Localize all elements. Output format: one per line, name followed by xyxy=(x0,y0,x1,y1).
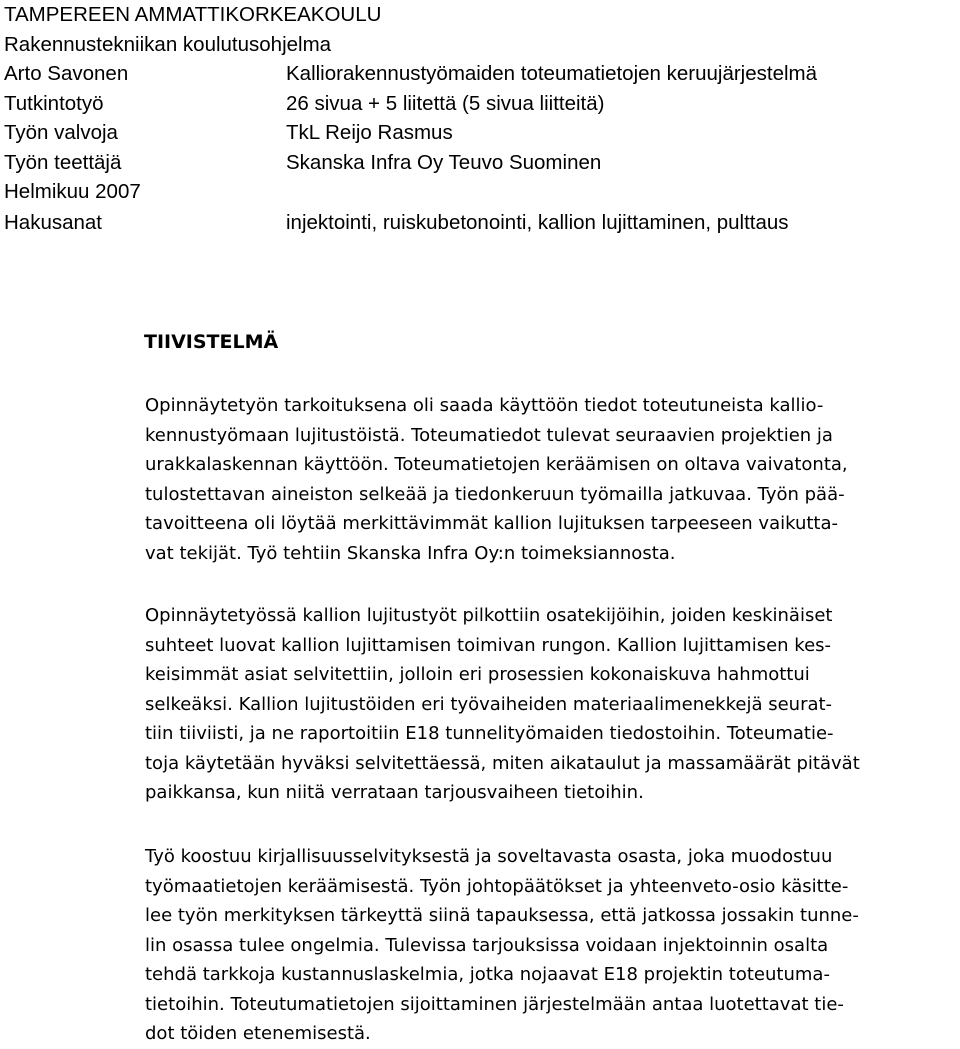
paragraph-line: kennustyömaan lujitustöistä. Toteumatiedot tulevat seuraavien projektien ja xyxy=(145,424,833,446)
paragraph-line: Opinnäytetyön tarkoituksena oli saada käyttöön tiedot toteutuneista kallio- xyxy=(145,395,824,416)
paragraph-line: Työ koostuu kirjallisuusselvityksestä ja soveltavasta osasta, joka muodostuu xyxy=(145,846,833,867)
paragraph-line: tietoihin. Toteutumatietojen sijoittaminen järjestelmään antaa luotettavat tie- xyxy=(145,993,844,1015)
abstract-paragraph-3 xyxy=(145,842,957,1049)
header-row-commissioner xyxy=(4,148,954,178)
paragraph-line: työmaatietojen keräämisestä. Työn johtopäätökset ja yhteenveto-osio käsitte- xyxy=(145,875,849,897)
paragraph-line: suhteet luovat kallion lujittamisen toimivan rungon. Kallion lujittamisen kes- xyxy=(145,634,832,656)
header-row-keywords xyxy=(4,208,954,238)
paragraph-line: lin osassa tulee ongelmia. Tulevissa tarjouksissa voidaan injektoinnin osalta xyxy=(145,934,829,956)
paragraph-line: paikkansa, kun niitä verrataan tarjousvaiheen tietoihin. xyxy=(145,782,644,803)
thesis-date: Helmikuu 2007 xyxy=(4,180,141,203)
thesis-header xyxy=(4,0,954,237)
commissioner-label: Työn teettäjä xyxy=(4,150,122,174)
paragraph-line: keisimmät asiat selvitettiin, jolloin eri prosessien kokonaiskuva hahmottui xyxy=(145,664,810,685)
paragraph-line: Opinnäytetyössä kallion lujitustyöt pilkottiin osatekijöihin, joiden keskinäiset xyxy=(145,605,833,626)
abstract-paragraph-1 xyxy=(145,391,957,568)
paragraph-line: tehdä tarkkoja kustannuslaskelmia, jotka nojaavat E18 projektin toteutuma- xyxy=(145,964,830,985)
paragraph-line: vat tekijät. Työ tehtiin Skanska Infra Oy:n toimeksiannosta. xyxy=(145,542,676,564)
institution-name: TAMPEREEN AMMATTIKORKEAKOULU xyxy=(4,3,382,26)
paragraph-line: tiin tiiviisti, ja ne raportoitiin E18 tunnelityömaiden tiedostoihin. Toteumatie- xyxy=(145,723,834,744)
paragraph-line: tulostettavan aineiston selkeää ja tiedonkeruun työmailla jatkuvaa. Työn pää- xyxy=(145,483,845,505)
commissioner-name: Skanska Infra Oy Teuvo Suominen xyxy=(286,150,602,174)
paragraph-line: dot töiden etenemisestä. xyxy=(145,1023,371,1044)
thesis-title: Kalliorakennustyömaiden toteumatietojen keruujärjestelmä xyxy=(286,62,818,85)
paragraph-line: toja käytetään hyväksi selvitettäessä, miten aikataulut ja massamäärät pitävät xyxy=(145,752,860,774)
abstract-title: TIIVISTELMÄ xyxy=(144,331,279,353)
paragraph-line: tavoitteena oli löytää merkittävimmät kallion lujituksen tarpeeseen vaikutta- xyxy=(145,513,839,534)
keywords-label: Hakusanat xyxy=(4,210,103,234)
header-row-thesis-type xyxy=(4,89,954,119)
supervisor-label: Työn valvoja xyxy=(4,121,118,144)
abstract-paragraph-2 xyxy=(145,601,957,808)
paragraph-line: lee työn merkityksen tärkeyttä siinä tapauksessa, että jatkossa jossakin tunne- xyxy=(145,905,859,926)
supervisor-name: TkL Reijo Rasmus xyxy=(286,121,453,144)
header-row-supervisor xyxy=(4,118,954,148)
thesis-type-label: Tutkintotyö xyxy=(4,91,104,115)
page-count: 26 sivua + 5 liitettä (5 sivua liitteitä) xyxy=(286,91,605,115)
degree-programme: Rakennustekniikan koulutusohjelma xyxy=(4,32,332,56)
paragraph-line: selkeäksi. Kallion lujitustöiden eri työvaiheiden materiaalimenekkejä seurat- xyxy=(145,693,833,715)
header-row-author xyxy=(4,59,954,89)
keywords-list: injektointi, ruiskubetonointi, kallion lujittaminen, pulttaus xyxy=(286,210,789,234)
author-name: Arto Savonen xyxy=(4,62,129,85)
paragraph-line: urakkalaskennan käyttöön. Toteumatietojen keräämisen on oltava vaivatonta, xyxy=(145,454,848,475)
